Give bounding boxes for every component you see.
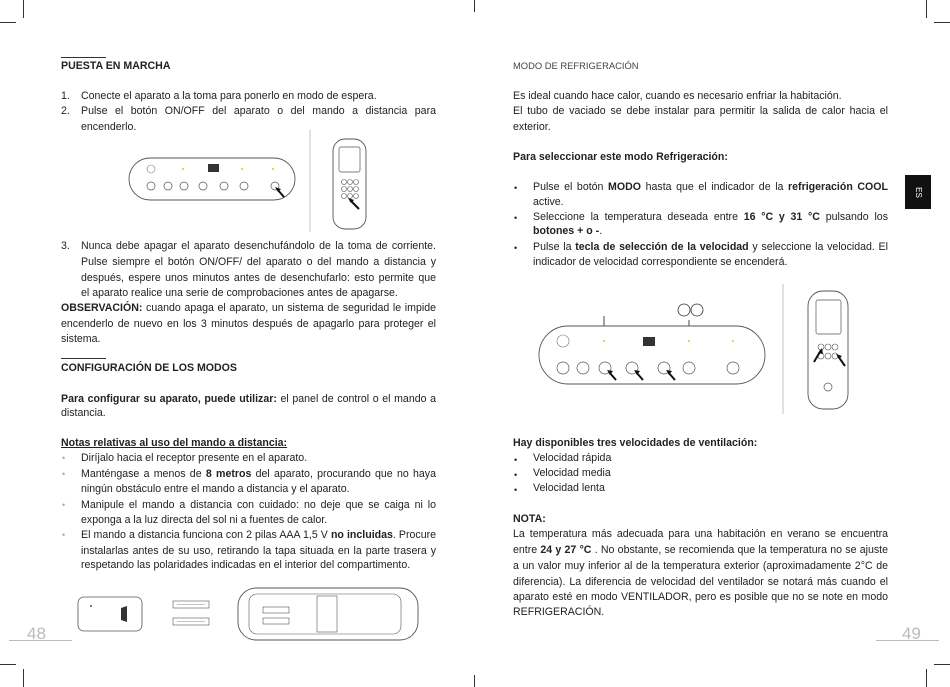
page-number-left: 48 bbox=[27, 624, 46, 643]
heading-modo-refrigeracion: MODO DE REFRIGERACIÓN bbox=[513, 60, 639, 71]
heading-puesta-en-marcha: PUESTA EN MARCHA bbox=[61, 60, 171, 72]
heading-rule bbox=[61, 358, 106, 359]
language-tab bbox=[905, 175, 931, 209]
nota-line bbox=[513, 542, 888, 558]
nota-heading: NOTA: bbox=[513, 513, 546, 525]
bullet: • bbox=[514, 243, 518, 253]
speeds-heading: Hay disponibles tres velocidades de ventilación: bbox=[513, 437, 758, 449]
note-line bbox=[81, 466, 436, 482]
instruction-text: Pulse el botón bbox=[533, 181, 609, 193]
bullet: • bbox=[514, 455, 518, 465]
nota-text: . No obstante, se recomienda que la temperatura no se ajuste bbox=[591, 544, 888, 556]
speed-item: Velocidad lenta bbox=[533, 482, 605, 494]
bullet: • bbox=[62, 453, 66, 463]
observation-text: cuando apaga el aparato, un sistema de seguridad le impide bbox=[142, 302, 436, 314]
note-emphasis: 8 metros bbox=[205, 468, 252, 480]
page-number-right: 49 bbox=[902, 624, 921, 643]
nota-line: a un valor muy inferior al de la temperatura exterior (aproximadamente 2°C de bbox=[513, 560, 888, 572]
bullet: • bbox=[62, 530, 66, 540]
note-text: Manténgase a menos de bbox=[81, 468, 206, 480]
note-line: Diríjalo hacia el receptor presente en el aparato. bbox=[81, 452, 308, 464]
crop-mark bbox=[23, 669, 24, 687]
step-3-line: el aparato realice una serie de comprobaciones antes de apagarse. bbox=[81, 287, 398, 299]
note-line: ningún obstáculo entre el mando a distancia y el aparato. bbox=[81, 483, 350, 495]
instruction-emphasis: refrigeración COOL bbox=[788, 181, 888, 193]
step-3-line: después, espere unos minutos antes de desenchufarlo: esto permite que bbox=[81, 272, 436, 284]
config-line: distancia. bbox=[61, 407, 106, 419]
observation-label: OBSERVACIÓN: bbox=[61, 302, 143, 314]
nota-line: diferencia). La diferencia de velocidad del ventilador se notará más cuando el bbox=[513, 576, 888, 588]
observation-line bbox=[61, 300, 436, 316]
instruction-line: active. bbox=[533, 196, 564, 208]
nota-line: aparato esté en modo VENTILADOR, pero es posible que no se note en modo bbox=[513, 591, 888, 603]
crop-mark bbox=[934, 664, 950, 665]
bullet: • bbox=[514, 183, 518, 193]
step-number: 2. bbox=[61, 105, 70, 117]
note-line bbox=[81, 527, 436, 543]
bullet: • bbox=[514, 213, 518, 223]
instruction-emphasis: botones + o - bbox=[533, 225, 600, 237]
note-line: respetando las polaridades indicadas en el interior del compartimento. bbox=[81, 559, 411, 571]
step-2-line: encenderlo. bbox=[81, 121, 137, 133]
instruction-text: Seleccione la temperatura deseada entre bbox=[533, 211, 744, 223]
remote-control-illustration bbox=[308, 130, 374, 232]
language-tab-label: ES bbox=[913, 186, 923, 198]
speed-item: Velocidad rápida bbox=[533, 452, 612, 464]
nota-emphasis: 24 y 27 °C bbox=[540, 544, 592, 556]
bullet: • bbox=[62, 500, 66, 510]
instruction-line: indicador de velocidad correspondiente se encenderá. bbox=[533, 256, 788, 268]
note-line: Manipule el mando a distancia con cuidado: no deje que se caiga ni lo bbox=[81, 499, 436, 511]
instruction-line bbox=[533, 179, 888, 195]
speed-item: Velocidad media bbox=[533, 467, 611, 479]
crop-mark bbox=[474, 0, 475, 12]
crop-mark bbox=[934, 22, 950, 23]
heading-configuracion: CONFIGURACIÓN DE LOS MODOS bbox=[61, 362, 237, 374]
instruction-line bbox=[533, 239, 888, 255]
instruction-text: Pulse la bbox=[533, 241, 576, 253]
step-number: 1. bbox=[61, 90, 70, 102]
battery-illustration bbox=[172, 600, 212, 630]
note-text: del aparato, procurando que no haya bbox=[251, 468, 436, 480]
bullet: • bbox=[62, 469, 66, 479]
instruction-emphasis: tecla de selección de la velocidad bbox=[575, 241, 749, 253]
notes-heading: Notas relativas al uso del mando a distancia: bbox=[61, 437, 288, 449]
heading-rule bbox=[61, 57, 106, 58]
crop-mark bbox=[474, 675, 475, 687]
intro-line: exterior. bbox=[513, 121, 551, 133]
config-line bbox=[61, 391, 436, 407]
note-line: instalarlas antes de su uso, retirando la tapa situada en la parte trasera y bbox=[81, 545, 436, 557]
crop-mark bbox=[23, 0, 24, 18]
step-2-line: Pulse el botón ON/OFF del aparato o del mando a distancia para bbox=[81, 105, 436, 117]
note-line: exponga a la luz directa del sol ni a fuentes de calor. bbox=[81, 514, 328, 526]
nota-text: entre bbox=[513, 544, 541, 556]
note-text: El mando a distancia funciona con 2 pilas AAA 1,5 V bbox=[81, 529, 331, 541]
instruction-text: hasta que el indicador de la bbox=[641, 181, 789, 193]
crop-mark bbox=[0, 22, 16, 23]
control-panel-illustration bbox=[127, 156, 297, 202]
instruction-emphasis: 16 °C y 31 °C bbox=[743, 211, 820, 223]
intro-line: El tubo de vaciado se debe instalar para permitir la salida de calor hacia el bbox=[513, 105, 888, 117]
note-text: . Procure bbox=[392, 529, 436, 541]
instruction-line bbox=[533, 209, 888, 225]
instruction-text: pulsando los bbox=[819, 211, 888, 223]
crop-mark bbox=[926, 0, 927, 18]
step-3-line: Pulse siempre el botón ON/OFF/ del aparato o del mando a distancia y bbox=[81, 256, 436, 268]
step-1-text: Conecte el aparato a la toma para ponerlo en modo de espera. bbox=[81, 90, 377, 102]
battery-cover-illustration bbox=[77, 596, 145, 634]
control-panel-illustration bbox=[537, 298, 767, 390]
observation-line: encenderlo de nuevo en los 3 minutos después de apagarlo para proteger el bbox=[61, 318, 436, 330]
step-number: 3. bbox=[61, 240, 70, 252]
instruction-line bbox=[533, 224, 602, 238]
instruction-text: . bbox=[599, 225, 603, 237]
intro-line: Es ideal cuando hace calor, cuando es necesario enfriar la habitación. bbox=[513, 90, 842, 102]
bullet: • bbox=[514, 470, 518, 480]
instruction-emphasis: MODO bbox=[608, 181, 642, 193]
bullet: • bbox=[514, 485, 518, 495]
step-3-line: Nunca debe apagar el aparato desenchufándolo de la toma de corriente. bbox=[81, 240, 436, 252]
config-text: el panel de control o el mando a bbox=[276, 393, 436, 405]
crop-mark bbox=[0, 664, 16, 665]
select-mode-heading: Para seleccionar este modo Refrigeración: bbox=[513, 151, 728, 163]
crop-mark bbox=[926, 669, 927, 687]
remote-back-illustration bbox=[237, 585, 419, 643]
instruction-text: y seleccione la velocidad. El bbox=[748, 241, 888, 253]
remote-control-illustration bbox=[781, 284, 861, 414]
nota-line: La temperatura más adecuada para una habitación en verano se encuentra bbox=[513, 528, 888, 540]
observation-line: sistema. bbox=[61, 333, 101, 345]
config-label: Para configurar su aparato, puede utilizar: bbox=[61, 393, 277, 405]
nota-line: REFRIGERACIÓN. bbox=[513, 606, 605, 618]
note-emphasis: no incluidas bbox=[330, 529, 393, 541]
